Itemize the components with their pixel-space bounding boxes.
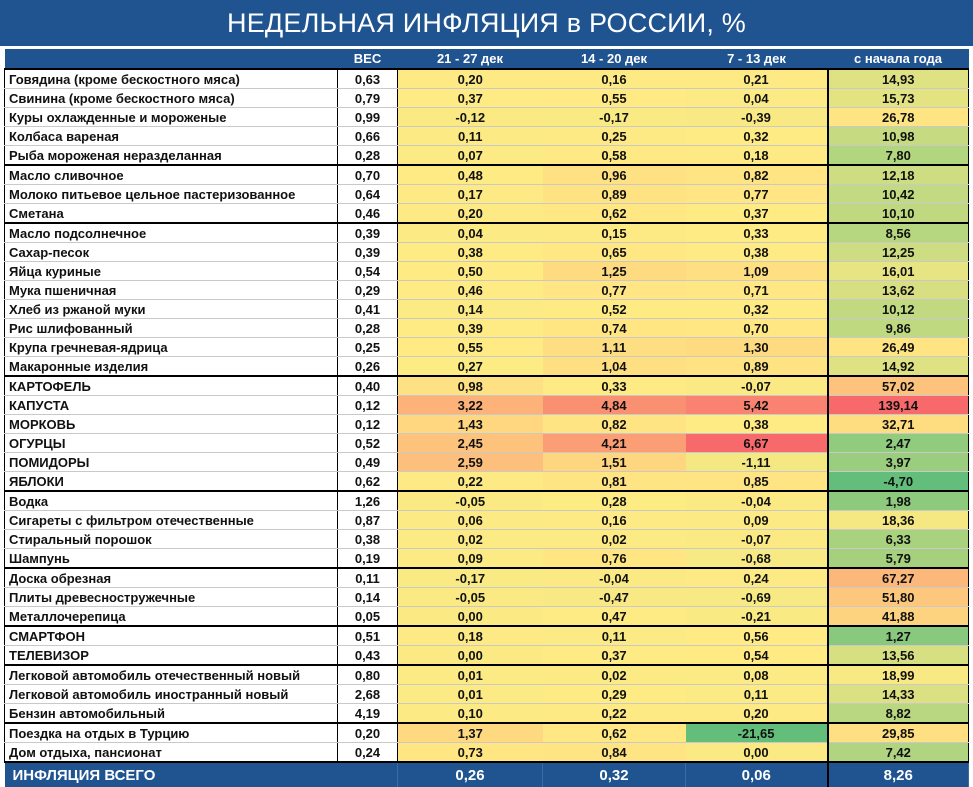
table-row: [5, 319, 969, 338]
week-1-cell: -0,17: [398, 568, 543, 588]
weight-cell: 0,87: [338, 511, 398, 530]
week-3-cell: -0,07: [686, 530, 828, 549]
week-1-cell: 0,01: [398, 665, 543, 685]
product-name: Яйца куриные: [5, 262, 338, 281]
week-2-cell: 0,62: [543, 204, 686, 224]
product-name: Хлеб из ржаной муки: [5, 300, 338, 319]
weight-cell: 0,79: [338, 89, 398, 108]
product-name: Свинина (кроме бескостного мяса): [5, 89, 338, 108]
week-2-cell: 0,11: [543, 626, 686, 646]
weight-cell: 0,64: [338, 185, 398, 204]
product-name: МОРКОВЬ: [5, 415, 338, 434]
product-name: Сметана: [5, 204, 338, 224]
product-name: Шампунь: [5, 549, 338, 569]
week-3-cell: 0,24: [686, 568, 828, 588]
weight-cell: 0,49: [338, 453, 398, 472]
week-2-cell: 1,11: [543, 338, 686, 357]
week-1-cell: 0,02: [398, 530, 543, 549]
week-2-cell: 0,16: [543, 511, 686, 530]
week-2-cell: 1,25: [543, 262, 686, 281]
table-row: [5, 223, 969, 243]
weight-cell: 0,28: [338, 146, 398, 166]
weight-cell: 2,68: [338, 685, 398, 704]
week-2-cell: 0,74: [543, 319, 686, 338]
weight-cell: 0,51: [338, 626, 398, 646]
product-name: Дом отдыха, пансионат: [5, 743, 338, 763]
week-1-cell: 1,43: [398, 415, 543, 434]
product-name: Масло сливочное: [5, 165, 338, 185]
ytd-cell: 10,42: [828, 185, 969, 204]
ytd-cell: 18,36: [828, 511, 969, 530]
week-1-cell: 0,20: [398, 69, 543, 89]
ytd-cell: 3,97: [828, 453, 969, 472]
weight-cell: 0,05: [338, 607, 398, 627]
ytd-cell: 14,93: [828, 69, 969, 89]
table-row: [5, 453, 969, 472]
table-row: [5, 549, 969, 569]
product-name: Макаронные изделия: [5, 357, 338, 377]
ytd-cell: 9,86: [828, 319, 969, 338]
week-3-cell: 0,38: [686, 243, 828, 262]
page-title: НЕДЕЛЬНАЯ ИНФЛЯЦИЯ в РОССИИ, %: [227, 7, 746, 38]
total-week-2-cell: 0,32: [543, 762, 686, 787]
product-name: Масло подсолнечное: [5, 223, 338, 243]
ytd-cell: -4,70: [828, 472, 969, 492]
week-1-cell: 0,14: [398, 300, 543, 319]
week-2-cell: 0,82: [543, 415, 686, 434]
total-row: [5, 762, 969, 787]
product-name: Колбаса вареная: [5, 127, 338, 146]
table-row: [5, 127, 969, 146]
weight-cell: 0,24: [338, 743, 398, 763]
week-2-cell: 0,15: [543, 223, 686, 243]
weight-cell: 0,20: [338, 723, 398, 743]
table-row: [5, 108, 969, 127]
week-3-cell: 0,37: [686, 204, 828, 224]
ytd-cell: 12,18: [828, 165, 969, 185]
week-1-cell: -0,12: [398, 108, 543, 127]
table-row: [5, 300, 969, 319]
week-3-cell: -0,07: [686, 376, 828, 396]
ytd-cell: 10,10: [828, 204, 969, 224]
week-2-cell: 1,04: [543, 357, 686, 377]
week-3-cell: 0,32: [686, 127, 828, 146]
week-2-cell: 0,55: [543, 89, 686, 108]
week-1-cell: 0,09: [398, 549, 543, 569]
week-3-cell: 0,56: [686, 626, 828, 646]
product-name: Водка: [5, 491, 338, 511]
table-row: [5, 472, 969, 492]
inflation-table: [4, 49, 969, 787]
product-name: Рис шлифованный: [5, 319, 338, 338]
week-3-cell: -0,69: [686, 588, 828, 607]
weight-cell: 0,80: [338, 665, 398, 685]
title-bar: [0, 0, 973, 46]
week-3-cell: 1,09: [686, 262, 828, 281]
week-2-cell: 0,16: [543, 69, 686, 89]
total-label: ИНФЛЯЦИЯ ВСЕГО: [5, 762, 338, 787]
week-1-cell: 2,59: [398, 453, 543, 472]
week-1-cell: 2,45: [398, 434, 543, 453]
ytd-cell: 12,25: [828, 243, 969, 262]
weight-cell: 0,52: [338, 434, 398, 453]
week-1-cell: 0,22: [398, 472, 543, 492]
table-row: [5, 626, 969, 646]
table-row: [5, 568, 969, 588]
week-1-cell: 0,20: [398, 204, 543, 224]
table-row: [5, 243, 969, 262]
weight-cell: 0,70: [338, 165, 398, 185]
week-3-cell: 0,11: [686, 685, 828, 704]
table-row: [5, 165, 969, 185]
week-1-cell: 0,98: [398, 376, 543, 396]
total-week-1-cell: 0,26: [398, 762, 543, 787]
ytd-cell: 6,33: [828, 530, 969, 549]
header-week-1: 21 - 27 дек: [398, 49, 543, 69]
table-row: [5, 69, 969, 89]
product-name: Сигареты с фильтром отечественные: [5, 511, 338, 530]
table-row: [5, 530, 969, 549]
week-3-cell: 0,54: [686, 646, 828, 666]
product-name: Бензин автомобильный: [5, 704, 338, 724]
week-3-cell: 0,08: [686, 665, 828, 685]
week-3-cell: 0,33: [686, 223, 828, 243]
total-weight-cell: [338, 762, 398, 787]
week-3-cell: 0,70: [686, 319, 828, 338]
table-body: [5, 69, 969, 787]
week-2-cell: 0,76: [543, 549, 686, 569]
weight-cell: 0,29: [338, 281, 398, 300]
week-1-cell: 0,37: [398, 89, 543, 108]
ytd-cell: 51,80: [828, 588, 969, 607]
product-name: Крупа гречневая-ядрица: [5, 338, 338, 357]
week-3-cell: 6,67: [686, 434, 828, 453]
week-1-cell: 0,48: [398, 165, 543, 185]
week-1-cell: 0,18: [398, 626, 543, 646]
table-row: [5, 185, 969, 204]
weight-cell: 1,26: [338, 491, 398, 511]
week-1-cell: 1,37: [398, 723, 543, 743]
product-name: Говядина (кроме бескостного мяса): [5, 69, 338, 89]
weight-cell: 0,40: [338, 376, 398, 396]
week-3-cell: 0,09: [686, 511, 828, 530]
weight-cell: 0,26: [338, 357, 398, 377]
ytd-cell: 26,78: [828, 108, 969, 127]
week-1-cell: 0,06: [398, 511, 543, 530]
week-1-cell: -0,05: [398, 588, 543, 607]
week-3-cell: 0,00: [686, 743, 828, 763]
ytd-cell: 8,82: [828, 704, 969, 724]
week-3-cell: -0,68: [686, 549, 828, 569]
week-3-cell: 0,85: [686, 472, 828, 492]
header-row: [5, 49, 969, 69]
weight-cell: 4,19: [338, 704, 398, 724]
week-3-cell: 0,20: [686, 704, 828, 724]
product-name: КАРТОФЕЛЬ: [5, 376, 338, 396]
week-3-cell: 5,42: [686, 396, 828, 415]
product-name: ОГУРЦЫ: [5, 434, 338, 453]
table-row: [5, 646, 969, 666]
table-row: [5, 204, 969, 224]
header-product: [5, 49, 338, 69]
week-1-cell: 0,50: [398, 262, 543, 281]
week-3-cell: 0,89: [686, 357, 828, 377]
ytd-cell: 14,92: [828, 357, 969, 377]
table-row: [5, 338, 969, 357]
week-1-cell: 0,46: [398, 281, 543, 300]
week-3-cell: 1,30: [686, 338, 828, 357]
week-1-cell: 0,38: [398, 243, 543, 262]
week-3-cell: 0,38: [686, 415, 828, 434]
ytd-cell: 7,80: [828, 146, 969, 166]
header-week-3: 7 - 13 дек: [686, 49, 828, 69]
weight-cell: 0,39: [338, 243, 398, 262]
week-2-cell: 1,51: [543, 453, 686, 472]
week-3-cell: -0,21: [686, 607, 828, 627]
week-2-cell: 0,96: [543, 165, 686, 185]
ytd-cell: 139,14: [828, 396, 969, 415]
week-1-cell: 0,27: [398, 357, 543, 377]
table-row: [5, 665, 969, 685]
week-1-cell: 0,04: [398, 223, 543, 243]
week-2-cell: 0,22: [543, 704, 686, 724]
week-1-cell: 0,00: [398, 646, 543, 666]
weight-cell: 0,38: [338, 530, 398, 549]
weight-cell: 0,11: [338, 568, 398, 588]
week-1-cell: 0,17: [398, 185, 543, 204]
week-2-cell: 0,02: [543, 665, 686, 685]
table-row: [5, 415, 969, 434]
ytd-cell: 41,88: [828, 607, 969, 627]
ytd-cell: 16,01: [828, 262, 969, 281]
table-row: [5, 262, 969, 281]
weight-cell: 0,19: [338, 549, 398, 569]
table-row: [5, 607, 969, 627]
product-name: КАПУСТА: [5, 396, 338, 415]
ytd-cell: 57,02: [828, 376, 969, 396]
week-3-cell: -0,39: [686, 108, 828, 127]
week-3-cell: 0,04: [686, 89, 828, 108]
weight-cell: 0,43: [338, 646, 398, 666]
ytd-cell: 67,27: [828, 568, 969, 588]
weight-cell: 0,25: [338, 338, 398, 357]
week-3-cell: 0,18: [686, 146, 828, 166]
week-2-cell: 0,84: [543, 743, 686, 763]
week-2-cell: 0,52: [543, 300, 686, 319]
weight-cell: 0,63: [338, 69, 398, 89]
product-name: Мука пшеничная: [5, 281, 338, 300]
week-2-cell: 0,47: [543, 607, 686, 627]
table-row: [5, 704, 969, 724]
weight-cell: 0,66: [338, 127, 398, 146]
ytd-cell: 18,99: [828, 665, 969, 685]
week-2-cell: 0,29: [543, 685, 686, 704]
header-ytd: с начала года: [828, 49, 969, 69]
ytd-cell: 26,49: [828, 338, 969, 357]
week-1-cell: 0,39: [398, 319, 543, 338]
product-name: Плиты древесностружечные: [5, 588, 338, 607]
weight-cell: 0,62: [338, 472, 398, 492]
table-row: [5, 281, 969, 300]
product-name: Легковой автомобиль иностранный новый: [5, 685, 338, 704]
product-name: Сахар-песок: [5, 243, 338, 262]
ytd-cell: 2,47: [828, 434, 969, 453]
week-3-cell: 0,32: [686, 300, 828, 319]
week-1-cell: 0,01: [398, 685, 543, 704]
table-row: [5, 723, 969, 743]
week-1-cell: 0,55: [398, 338, 543, 357]
week-1-cell: 0,10: [398, 704, 543, 724]
total-week-3-cell: 0,06: [686, 762, 828, 787]
week-2-cell: -0,04: [543, 568, 686, 588]
week-2-cell: 0,89: [543, 185, 686, 204]
product-name: ПОМИДОРЫ: [5, 453, 338, 472]
table-row: [5, 89, 969, 108]
ytd-cell: 5,79: [828, 549, 969, 569]
table-row: [5, 491, 969, 511]
table-row: [5, 743, 969, 763]
ytd-cell: 10,12: [828, 300, 969, 319]
product-name: Куры охлажденные и мороженые: [5, 108, 338, 127]
week-2-cell: 0,02: [543, 530, 686, 549]
header-weight: ВЕС: [338, 49, 398, 69]
table-row: [5, 376, 969, 396]
weight-cell: 0,41: [338, 300, 398, 319]
week-2-cell: 4,84: [543, 396, 686, 415]
ytd-cell: 1,27: [828, 626, 969, 646]
ytd-cell: 14,33: [828, 685, 969, 704]
table-row: [5, 511, 969, 530]
week-1-cell: 0,11: [398, 127, 543, 146]
week-3-cell: 0,82: [686, 165, 828, 185]
product-name: ТЕЛЕВИЗОР: [5, 646, 338, 666]
product-name: Легковой автомобиль отечественный новый: [5, 665, 338, 685]
product-name: Стиральный порошок: [5, 530, 338, 549]
ytd-cell: 32,71: [828, 415, 969, 434]
weight-cell: 0,39: [338, 223, 398, 243]
weight-cell: 0,12: [338, 396, 398, 415]
product-name: Молоко питьевое цельное пастеризованное: [5, 185, 338, 204]
weight-cell: 0,99: [338, 108, 398, 127]
week-2-cell: 0,25: [543, 127, 686, 146]
week-1-cell: 0,07: [398, 146, 543, 166]
week-2-cell: -0,47: [543, 588, 686, 607]
week-1-cell: 3,22: [398, 396, 543, 415]
week-1-cell: 0,00: [398, 607, 543, 627]
product-name: Поездка на отдых в Турцию: [5, 723, 338, 743]
week-2-cell: 0,77: [543, 281, 686, 300]
week-2-cell: 0,33: [543, 376, 686, 396]
week-2-cell: 0,62: [543, 723, 686, 743]
week-2-cell: 4,21: [543, 434, 686, 453]
week-2-cell: 0,37: [543, 646, 686, 666]
table-row: [5, 685, 969, 704]
week-3-cell: 0,71: [686, 281, 828, 300]
product-name: Рыба мороженая неразделанная: [5, 146, 338, 166]
ytd-cell: 13,62: [828, 281, 969, 300]
product-name: Доска обрезная: [5, 568, 338, 588]
week-3-cell: -21,65: [686, 723, 828, 743]
week-2-cell: 0,28: [543, 491, 686, 511]
table-row: [5, 434, 969, 453]
week-3-cell: 0,21: [686, 69, 828, 89]
week-2-cell: 0,81: [543, 472, 686, 492]
week-2-cell: 0,58: [543, 146, 686, 166]
week-3-cell: 0,77: [686, 185, 828, 204]
weight-cell: 0,14: [338, 588, 398, 607]
weight-cell: 0,12: [338, 415, 398, 434]
table-row: [5, 588, 969, 607]
ytd-cell: 1,98: [828, 491, 969, 511]
ytd-cell: 29,85: [828, 723, 969, 743]
table-row: [5, 357, 969, 377]
weight-cell: 0,54: [338, 262, 398, 281]
week-1-cell: -0,05: [398, 491, 543, 511]
total-ytd-cell: 8,26: [828, 762, 969, 787]
table-row: [5, 396, 969, 415]
ytd-cell: 13,56: [828, 646, 969, 666]
weight-cell: 0,28: [338, 319, 398, 338]
product-name: Металлочерепица: [5, 607, 338, 627]
ytd-cell: 7,42: [828, 743, 969, 763]
product-name: СМАРТФОН: [5, 626, 338, 646]
week-1-cell: 0,73: [398, 743, 543, 763]
product-name: ЯБЛОКИ: [5, 472, 338, 492]
table-row: [5, 146, 969, 166]
week-3-cell: -0,04: [686, 491, 828, 511]
week-3-cell: -1,11: [686, 453, 828, 472]
ytd-cell: 8,56: [828, 223, 969, 243]
ytd-cell: 10,98: [828, 127, 969, 146]
weight-cell: 0,46: [338, 204, 398, 224]
ytd-cell: 15,73: [828, 89, 969, 108]
week-2-cell: 0,65: [543, 243, 686, 262]
header-week-2: 14 - 20 дек: [543, 49, 686, 69]
week-2-cell: -0,17: [543, 108, 686, 127]
